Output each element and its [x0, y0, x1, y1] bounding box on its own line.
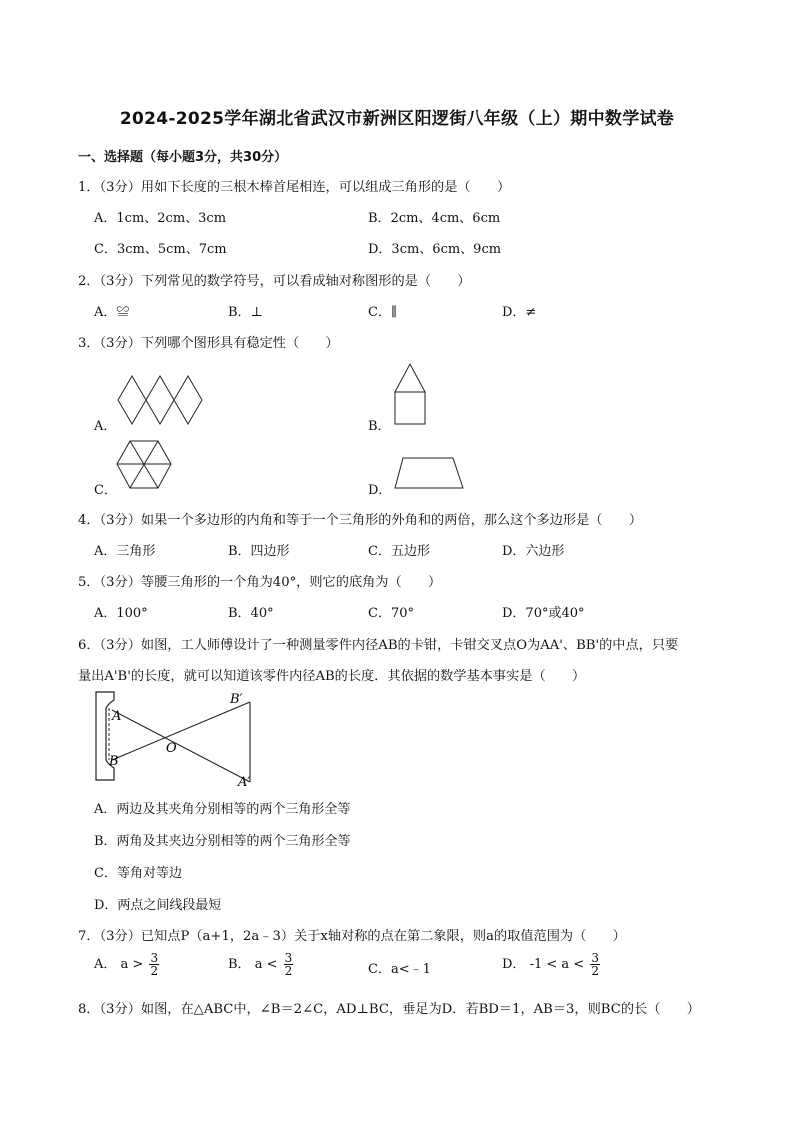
question-5-option-b[interactable]: B．40° — [228, 606, 274, 621]
label-b: B — [109, 754, 119, 769]
question-1-option-d[interactable]: D．3cm、6cm、9cm — [368, 242, 502, 257]
figure-hexagon — [116, 440, 172, 490]
figure-trapezoid — [393, 456, 465, 490]
question-6-stem-continued: 量出A'B'的长度，就可以知道该零件内径AB的长度．其依据的数学基本事实是（ ） — [78, 669, 586, 684]
question-7-stem: 7．（3分）已知点P（a+1，2a﹣3）关于x轴对称的点在第二象限，则a的取值范围为（ ） — [78, 929, 626, 944]
label-b-prime: B′ — [230, 692, 243, 707]
question-2-option-a[interactable]: A．≌ — [94, 305, 130, 320]
label-o: O — [166, 741, 177, 756]
label-a: A — [112, 709, 122, 724]
question-6-option-a[interactable]: A．两边及其夹角分别相等的两个三角形全等 — [94, 802, 351, 817]
question-5-option-c[interactable]: C．70° — [368, 606, 414, 621]
question-6-stem: 6．（3分）如图，工人师傅设计了一种测量零件内径AB的卡钳，卡钳交叉点O为AA'、BB'的中点，只要 — [78, 638, 679, 653]
label-a-prime: A′ — [238, 775, 251, 790]
question-6-option-d[interactable]: D．两点之间线段最短 — [94, 898, 222, 913]
question-2-option-b[interactable]: B．⊥ — [228, 305, 263, 320]
question-7-option-c[interactable] — [368, 958, 431, 977]
question-3-option-a[interactable]: A． — [94, 419, 117, 434]
question-5-option-d[interactable]: D．70°或40° — [502, 606, 585, 621]
exam-title: 2024-2025学年湖北省武汉市新洲区阳逻街八年级（上）期中数学试卷 — [119, 109, 675, 129]
question-3-option-c[interactable]: C． — [94, 483, 117, 498]
option-expression: a < — [254, 957, 278, 972]
question-3-stem: 3．（3分）下列哪个图形具有稳定性（ ） — [78, 336, 339, 351]
question-6-option-c[interactable]: C．等角对等边 — [94, 866, 182, 881]
option-label: D． — [502, 957, 526, 972]
question-1-option-a[interactable]: A．1cm、2cm、3cm — [94, 211, 227, 226]
question-4-stem: 4．（3分）如果一个多边形的内角和等于一个三角形的外角和的两倍，那么这个多边形是（ ） — [78, 513, 643, 528]
question-1-option-c[interactable]: C．3cm、5cm、7cm — [94, 242, 227, 257]
figure-rhombus-chain — [118, 376, 204, 426]
question-1-stem: 1．（3分）用如下长度的三根木棒首尾相连，可以组成三角形的是（ ） — [78, 180, 511, 195]
question-3-option-d[interactable]: D． — [368, 483, 392, 498]
question-7-option-b[interactable] — [228, 952, 293, 977]
question-1-option-b[interactable]: B．2cm、4cm、6cm — [368, 211, 501, 226]
question-2-stem: 2．（3分）下列常见的数学符号，可以看成轴对称图形的是（ ） — [78, 274, 471, 289]
figure-caliper — [92, 688, 272, 788]
question-4-option-b[interactable]: B．四边形 — [228, 544, 290, 559]
question-6-option-b[interactable]: B．两角及其夹边分别相等的两个三角形全等 — [94, 834, 351, 849]
question-4-option-a[interactable]: A．三角形 — [94, 544, 156, 559]
fraction: $\frac{3}{2}$ — [284, 951, 293, 978]
option-label: B． — [228, 957, 251, 972]
question-5-option-a[interactable]: A．100° — [94, 606, 148, 621]
question-4-option-d[interactable]: D．六边形 — [502, 544, 565, 559]
fraction: $\frac{3}{2}$ — [150, 951, 159, 978]
option-label: C． — [368, 962, 391, 977]
fraction: $\frac{3}{2}$ — [591, 951, 599, 978]
question-7-option-a[interactable] — [94, 952, 159, 977]
question-5-stem: 5．（3分）等腰三角形的一个角为40°，则它的底角为（ ） — [78, 575, 442, 590]
option-label: A． — [94, 957, 117, 972]
option-expression: a<﹣1 — [390, 962, 431, 977]
question-2-option-d[interactable]: D．≠ — [502, 305, 537, 320]
question-7-option-d[interactable] — [502, 952, 600, 977]
figure-house-shape — [393, 362, 427, 426]
option-expression: -1 < a < — [529, 957, 585, 972]
section-heading: 一、选择题（每小题3分，共30分） — [78, 150, 288, 165]
question-3-option-b[interactable]: B． — [368, 419, 391, 434]
question-8-stem: 8．（3分）如图，在△ABC中，∠B＝2∠C，AD⊥BC，垂足为D．若BD＝1，AB＝3，则BC的长（ ） — [78, 1002, 700, 1017]
question-2-option-c[interactable]: C．∥ — [368, 305, 397, 320]
option-expression: a > — [120, 957, 144, 972]
question-4-option-c[interactable]: C．五边形 — [368, 544, 430, 559]
